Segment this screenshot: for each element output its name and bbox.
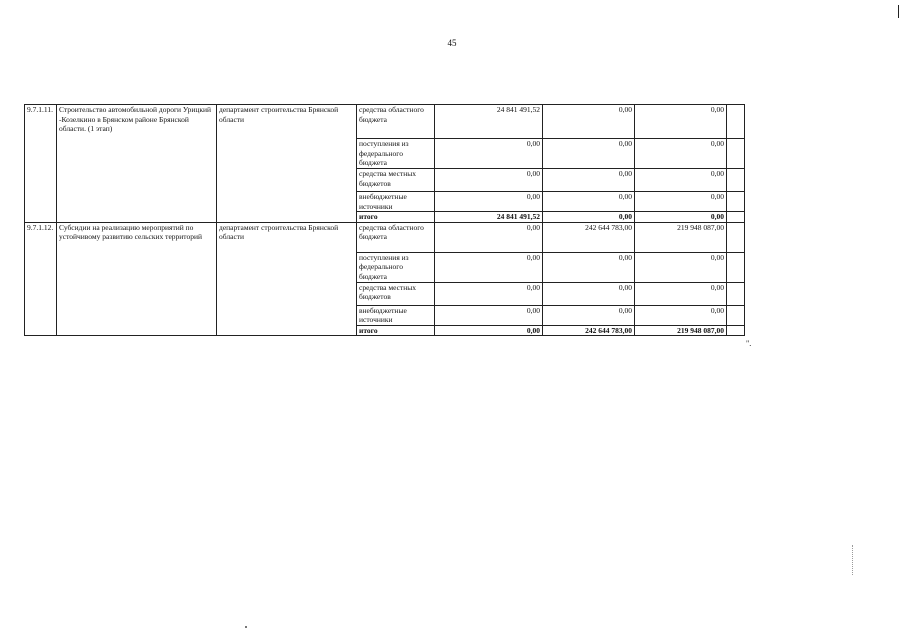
budget-table xyxy=(24,104,745,336)
empty-cell xyxy=(727,212,745,223)
scan-artifact-dots xyxy=(852,545,854,575)
table-row xyxy=(25,105,745,139)
page-number: 45 xyxy=(447,38,457,48)
value-col-1: 0,00 xyxy=(435,222,543,252)
funding-source: внебюджетные источники xyxy=(357,305,435,325)
empty-cell xyxy=(727,282,745,305)
value-col-1: 0,00 xyxy=(435,282,543,305)
value-col-1: 24 841 491,52 xyxy=(435,105,543,139)
value-col-2: 0,00 xyxy=(543,105,635,139)
value-col-2: 0,00 xyxy=(543,282,635,305)
funding-source: средства областного бюджета xyxy=(357,105,435,139)
value-col-2: 0,00 xyxy=(543,305,635,325)
scan-edge-mark xyxy=(898,5,899,18)
value-col-1: 0,00 xyxy=(435,192,543,212)
value-col-2: 0,00 xyxy=(543,139,635,169)
value-col-2: 242 644 783,00 xyxy=(543,222,635,252)
funding-source: поступления из федерального бюджета xyxy=(357,252,435,282)
funding-source: средства областного бюджета xyxy=(357,222,435,252)
value-col-2: 0,00 xyxy=(543,252,635,282)
value-col-1: 0,00 xyxy=(435,139,543,169)
funding-source: средства местных бюджетов xyxy=(357,169,435,192)
empty-cell xyxy=(727,305,745,325)
value-col-3: 0,00 xyxy=(635,139,727,169)
empty-cell xyxy=(727,252,745,282)
closing-quote-mark: ". xyxy=(746,339,752,348)
scan-artifact-dot xyxy=(245,626,247,628)
value-col-3: 0,00 xyxy=(635,192,727,212)
value-col-2: 0,00 xyxy=(543,169,635,192)
funding-source: средства местных бюджетов xyxy=(357,282,435,305)
value-col-3: 0,00 xyxy=(635,305,727,325)
total-col-1: 24 841 491,52 xyxy=(435,212,543,223)
item-name: Строительство автомобильной дороги Урицкий -Козелкино в Брянском районе Брянской области. (1 этап) xyxy=(57,105,217,223)
item-executor: департамент строительства Брянской области xyxy=(217,222,357,336)
funding-source-total: итого xyxy=(357,212,435,223)
empty-cell xyxy=(727,222,745,252)
table-row xyxy=(25,222,745,252)
value-col-1: 0,00 xyxy=(435,305,543,325)
empty-cell xyxy=(727,192,745,212)
value-col-2: 0,00 xyxy=(543,192,635,212)
empty-cell xyxy=(727,105,745,139)
item-name: Субсидии на реализацию мероприятий по устойчивому развитию сельских территорий xyxy=(57,222,217,336)
value-col-1: 0,00 xyxy=(435,169,543,192)
value-col-3: 0,00 xyxy=(635,282,727,305)
item-code: 9.7.1.12. xyxy=(25,222,57,336)
item-executor: департамент строительства Брянской области xyxy=(217,105,357,223)
funding-source: внебюджетные источники xyxy=(357,192,435,212)
funding-source-total: итого xyxy=(357,325,435,336)
total-col-2: 242 644 783,00 xyxy=(543,325,635,336)
value-col-3: 219 948 087,00 xyxy=(635,222,727,252)
value-col-3: 0,00 xyxy=(635,169,727,192)
empty-cell xyxy=(727,325,745,336)
empty-cell xyxy=(727,169,745,192)
value-col-3: 0,00 xyxy=(635,252,727,282)
value-col-1: 0,00 xyxy=(435,252,543,282)
total-col-3: 219 948 087,00 xyxy=(635,325,727,336)
total-col-2: 0,00 xyxy=(543,212,635,223)
item-code: 9.7.1.11. xyxy=(25,105,57,223)
total-col-3: 0,00 xyxy=(635,212,727,223)
empty-cell xyxy=(727,139,745,169)
value-col-3: 0,00 xyxy=(635,105,727,139)
funding-source: поступления из федерального бюджета xyxy=(357,139,435,169)
total-col-1: 0,00 xyxy=(435,325,543,336)
